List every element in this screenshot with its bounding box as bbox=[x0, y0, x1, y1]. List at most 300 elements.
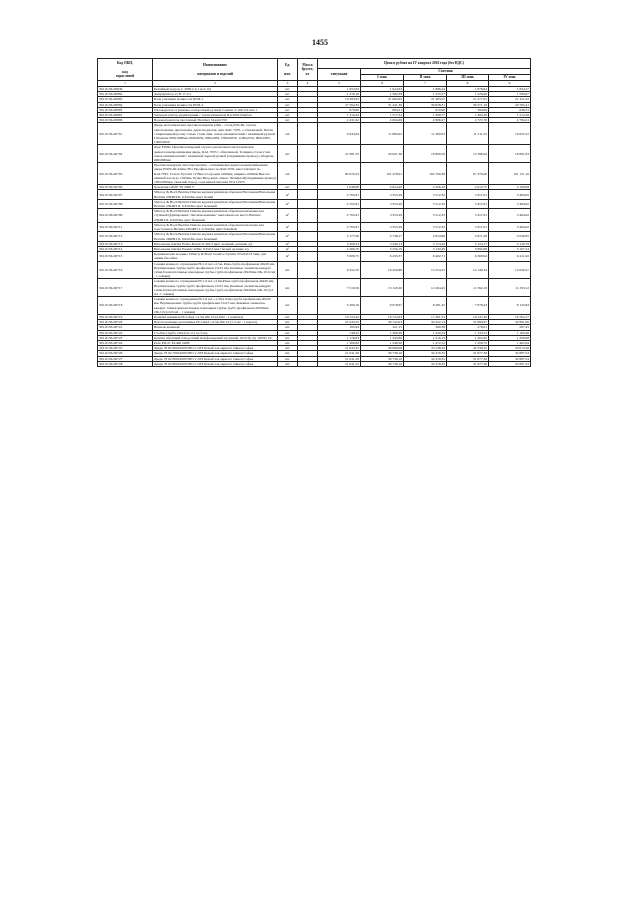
row-price-zone-3: 1 262,92 bbox=[447, 335, 489, 340]
row-mass bbox=[298, 232, 318, 241]
row-price-zone-2: 1 220,34 bbox=[404, 330, 447, 335]
row-unit: м2 bbox=[278, 123, 298, 145]
row-unit: шт. bbox=[278, 361, 298, 366]
row-price-zone-4: 16 762,27 bbox=[489, 314, 531, 319]
table-row bbox=[98, 279, 531, 297]
row-price-zone-1: 101 478,01 bbox=[361, 163, 404, 185]
row-price-zone-1: 2 004,69 bbox=[361, 118, 404, 123]
row-code: 301-8156-00724 bbox=[98, 340, 153, 345]
row-price-zone-1: 16 329,88 bbox=[361, 261, 404, 279]
row-price-current: 5 200,16 bbox=[318, 297, 361, 315]
row-price-zone-3: 3 082,98 bbox=[447, 246, 489, 251]
row-name: Секция кованого ограждения Н=1,6 м,L=2,0м,Рама-труба профильная 40х20 мм, Вертикальные трубы-труба профильная 15х15 мм, Кованые элементы-квадрат 12мм,Горизонтальные накладные трубы-труба профильная 20х20мм ОК-10 (3,2 м2 -1 секция) bbox=[153, 279, 278, 297]
row-name: Противопожарная светопрозрачная - алюминиевая дымогазонепроницаемая дверь EIWS-60 Alpine Fire Профиль цвет по RAL7035, высотой цвет по RAL7035. Стекло Pyrobel 12 Высота проема 2100мм, ширина 1000мм Высота нижней части до 1200мм. Ручка Вход верх, замок. Четвёртой(открывание правое) 100х2050мм, тяжелый пород, отделенная матовая 25% CIWS bbox=[154, 163, 276, 185]
row-code: 301-8156-00707 bbox=[98, 190, 153, 199]
row-price-zone-3: 30 371,16 bbox=[447, 102, 489, 107]
header-zone-2: II зона bbox=[404, 75, 447, 81]
row-unit: шт bbox=[278, 107, 298, 112]
row-price-zone-3: 4 012,75 bbox=[447, 185, 489, 190]
row-price-zone-2: 3 512,33 bbox=[404, 222, 447, 231]
row-price-zone-3: 11 392,19 bbox=[447, 279, 489, 297]
row-price-current: 21 981,55 bbox=[318, 145, 361, 163]
row-price-current: 1 648,68 bbox=[318, 185, 361, 190]
row-mass bbox=[298, 297, 318, 315]
row-price-current: 84 676,35 bbox=[318, 163, 361, 185]
column-number: 2 bbox=[153, 81, 278, 87]
row-price-zone-1: 1 306,38 bbox=[361, 330, 404, 335]
header-unit: Ед. изм. bbox=[278, 59, 298, 81]
row-unit: м² bbox=[278, 199, 298, 208]
row-price-current: 9 943,64 bbox=[318, 123, 361, 145]
row-unit: шт bbox=[278, 113, 298, 118]
row-price-zone-2: 15 254,25 bbox=[404, 261, 447, 279]
column-number: 3 bbox=[278, 81, 298, 87]
row-mass bbox=[298, 199, 318, 208]
row-code: 301-8156-00884 bbox=[98, 102, 153, 107]
row-code: 301-8156-00720 bbox=[98, 320, 153, 325]
row-price-zone-2: 2 806,27 bbox=[404, 118, 447, 123]
table-row bbox=[98, 297, 531, 315]
row-unit: шт. bbox=[278, 330, 298, 335]
row-name: Напольная плитка Essenie White 0,3х0,3 цвет белый деление а/у bbox=[153, 246, 278, 251]
row-name: Villeroy & Boch Bernina Плитка керамогранитная обрезная Настенная/Напольная Bernina 2394RT4L 0,3х0,6м, цвет белый bbox=[153, 190, 278, 199]
row-name: Дверь 78 62 800х2000 НП гл ЛЗЗ Белый лак акрилат глянец Софья bbox=[153, 361, 278, 366]
row-name: Дверь 78 62 600х2000 НП гл ЛЗЗ Белый лак акрилат глянец Софья bbox=[153, 356, 278, 361]
row-price-current: 21 041,25 bbox=[318, 361, 361, 366]
row-code: 301-8156-00717 bbox=[98, 279, 153, 297]
row-name: Клапан обратный поворотный межфланцевый чугунный 19с21бр Ду 100 Ру 16 bbox=[153, 335, 278, 340]
column-number: 6 bbox=[361, 81, 404, 87]
row-unit: м² bbox=[278, 209, 298, 223]
row-price-zone-4: 43 013,20 bbox=[489, 346, 531, 351]
row-name: Блок усиления мощности БУМ-2 bbox=[153, 102, 278, 107]
row-price-zone-1: 11 882,65 bbox=[361, 123, 404, 145]
row-price-zone-2: 3 512,32 bbox=[404, 199, 447, 208]
row-price-zone-3: 3 457,91 bbox=[447, 199, 489, 208]
row-unit: шт bbox=[278, 102, 298, 107]
table-row bbox=[98, 163, 531, 185]
row-code: 301-8156-00723 bbox=[98, 335, 153, 340]
row-price-zone-1: 1 343,80 bbox=[361, 335, 404, 340]
row-price-zone-1: 36 738,10 bbox=[361, 351, 404, 356]
table-row bbox=[98, 199, 531, 208]
row-code: 301-8156-00896 bbox=[98, 118, 153, 123]
row-name: Villeroy & Boch Bernina Плитка керамогранитная обрезная Настенная/Напольная Bernina 2660RT1L 0,6х0,6м, цвет бежевый bbox=[153, 232, 278, 241]
row-mass bbox=[298, 209, 318, 223]
row-price-zone-2: 34 318,35 bbox=[404, 361, 447, 366]
row-price-zone-3: 1 878,64 bbox=[447, 87, 489, 92]
row-name: Водонагреватель проточный Thermex Stream 350 bbox=[153, 118, 278, 123]
row-price-zone-2: 610,90 bbox=[404, 107, 447, 112]
row-name: Дверь металлическая противопожарная (2мм - сталь) EIS-60, глухая, однопольная, двупольная, двухстворчатая, цвет RAL 7035, с обналичкой. Петли стационарный (ечок) только стали 2мм, замок механический с нажимной ручкой. Габариты 900х1900мм, 800х2050, 900х2050, 1000х2050, 1100х2150, 884х1885, 1300х2050 bbox=[153, 123, 278, 145]
row-name: Аккумулятор 12 В 17 а/ч bbox=[153, 92, 278, 97]
row-price-zone-1: 1 924,63 bbox=[361, 87, 404, 92]
row-price-zone-1: 36 738,10 bbox=[361, 356, 404, 361]
row-unit: м² bbox=[278, 222, 298, 231]
row-code: 301-8156-00708 bbox=[98, 199, 153, 208]
row-price-zone-1: 4 624,40 bbox=[361, 185, 404, 190]
row-name: Ворота кованые распашные Н=1,6м,L=4,5м ОК-10 (7,2 м2 - 1 ворота) bbox=[153, 320, 278, 325]
row-code: 301-8156-00715 bbox=[98, 252, 153, 261]
row-price-zone-4: 1 834,27 bbox=[489, 87, 531, 92]
row-price-zone-1: 1 546,50 bbox=[361, 340, 404, 345]
row-price-current: 2 765,61 bbox=[318, 190, 361, 199]
header-zone-3: III зона bbox=[447, 75, 489, 81]
header-name: Наименование материалов и изделий bbox=[153, 59, 278, 81]
row-mass bbox=[298, 261, 318, 279]
row-unit: шт bbox=[278, 185, 298, 190]
row-price-zone-3: 3 971,20 bbox=[447, 232, 489, 241]
row-name: Villeroy & Boch Bernina Плитка керамогранитная обрезная напольная для подступенок Bernina 2394RT1L 0,3х0,6м, цвет бежевый bbox=[153, 222, 278, 231]
row-price-zone-1: 3 249,13 bbox=[361, 241, 404, 246]
row-price-zone-2: 8 481,45 bbox=[404, 297, 447, 315]
column-number: 7 bbox=[404, 81, 447, 87]
row-price-zone-4: 3 484,62 bbox=[489, 199, 531, 208]
row-mass bbox=[298, 190, 318, 199]
row-price-zone-1: 3 353,29 bbox=[361, 209, 404, 223]
row-code: 301-8156-00883 bbox=[98, 97, 153, 102]
row-unit: м² bbox=[278, 246, 298, 251]
table-row bbox=[98, 232, 531, 241]
table-row bbox=[98, 361, 531, 366]
column-number: 5 bbox=[318, 81, 361, 87]
row-price-zone-3: 3 457,91 bbox=[447, 190, 489, 199]
row-price-zone-4: 11 293,12 bbox=[489, 279, 531, 297]
row-price-zone-3: 3 457,91 bbox=[447, 222, 489, 231]
row-price-zone-2: 1 516,15 bbox=[404, 335, 447, 340]
row-price-zone-4: 636,53 bbox=[489, 107, 531, 112]
row-price-zone-3: 1 458,72 bbox=[447, 340, 489, 345]
row-price-zone-4: 1 465,94 bbox=[489, 340, 531, 345]
table-row bbox=[98, 261, 531, 279]
row-price-zone-2: 12 264,45 bbox=[404, 279, 447, 297]
row-price-current: 27 564,35 bbox=[318, 102, 361, 107]
row-name: Доводчик GEZE TS 2000 V bbox=[153, 185, 278, 190]
row-price-zone-4: 1 290,08 bbox=[489, 335, 531, 340]
row-price-current: 185,94 bbox=[318, 325, 361, 330]
row-price-zone-2: 6 462,71 bbox=[404, 252, 447, 261]
row-unit: шт bbox=[278, 118, 298, 123]
row-price-zone-1: 3 353,29 bbox=[361, 190, 404, 199]
row-unit: м² bbox=[278, 232, 298, 241]
row-unit: шт. bbox=[278, 320, 298, 325]
row-price-zone-4: 3 484,62 bbox=[489, 222, 531, 231]
row-name: Напольная плитка Pvuna Pasado 0,3х0,3 цвет зеленый, деление а/у bbox=[153, 241, 278, 246]
row-name: Villeroy & Boch Bernina Плитка керамогранитная обрезная напольная для ступеней (фризерована "Антискольжение" выполнено на место Bernina 2394RT1L 0,3х0,6м, цвет бежевый bbox=[153, 209, 278, 223]
row-code: 301-8156-00714 bbox=[98, 246, 153, 251]
row-price-zone-2: 3 174,43 bbox=[404, 241, 447, 246]
row-price-zone-1: 1 517,34 bbox=[361, 113, 404, 118]
row-price-zone-1: 6 435,37 bbox=[361, 252, 404, 261]
table-header bbox=[98, 59, 531, 87]
row-price-zone-1: 9 078,67 bbox=[361, 297, 404, 315]
row-price-zone-4: 32 887,54 bbox=[489, 351, 531, 356]
row-unit: м² bbox=[278, 190, 298, 199]
row-price-zone-4: 3 149,78 bbox=[489, 241, 531, 246]
row-price-zone-4: 29 765,41 bbox=[489, 102, 531, 107]
header-estimate-price: Сметная bbox=[361, 69, 531, 75]
row-unit: шт. bbox=[278, 314, 298, 319]
row-price-zone-1: 20 021,38 bbox=[361, 145, 404, 163]
row-price-zone-2: 1 555,57 bbox=[404, 92, 447, 97]
row-price-current: 2 765,61 bbox=[318, 199, 361, 208]
row-unit: шт bbox=[278, 92, 298, 97]
row-unit: шт. bbox=[278, 261, 298, 279]
row-unit: шт bbox=[278, 145, 298, 163]
row-price-zone-3: 42 339,32 bbox=[447, 346, 489, 351]
row-price-zone-3: 278,61 bbox=[447, 325, 489, 330]
row-price-zone-3: 31 884,97 bbox=[447, 320, 489, 325]
row-price-zone-4: 4 049,85 bbox=[489, 232, 531, 241]
row-price-zone-4: 2 784,21 bbox=[489, 118, 531, 123]
row-name: Секция кованого ограждения Н=1,6 м,L=2,5м, Рама-труба профильная 40х20 мм, Вертикальные трубы-труба профильная 15х15 мм, Кованые элементы-квадрат 12мм,Горизонтальные накладные трубы-труба профильная 20х20мм ОК-10 (4 м2 - 1 секция) bbox=[153, 261, 278, 279]
row-unit: м² bbox=[278, 252, 298, 261]
row-price-zone-3: 2 725,76 bbox=[447, 118, 489, 123]
row-price-zone-2: 11 300,03 bbox=[404, 123, 447, 145]
row-price-current: 748,22 bbox=[318, 330, 361, 335]
row-price-zone-3: 31 877,36 bbox=[447, 361, 489, 366]
row-price-current: 21 041,29 bbox=[318, 351, 361, 356]
row-price-zone-4: 32 887,54 bbox=[489, 356, 531, 361]
row-price-zone-2: 18 890,50 bbox=[404, 145, 447, 163]
row-price-current: 5 008,75 bbox=[318, 252, 361, 261]
row-price-zone-3: 14 149,34 bbox=[447, 261, 489, 279]
row-price-zone-1: 40 996,08 bbox=[361, 346, 404, 351]
page-number: 1455 bbox=[312, 38, 328, 47]
row-price-zone-2: 34 322,13 bbox=[404, 320, 447, 325]
row-price-zone-2: 30 828,31 bbox=[404, 102, 447, 107]
row-unit: шт. bbox=[278, 279, 298, 297]
row-code: 301-8156-00711 bbox=[98, 222, 153, 231]
table-body bbox=[98, 87, 531, 367]
row-price-zone-4: 32 887,54 bbox=[489, 361, 531, 366]
row-price-zone-2: 1 472,12 bbox=[404, 340, 447, 345]
row-price-zone-2: 300,38 bbox=[404, 325, 447, 330]
row-code: 301-8156-00891 bbox=[98, 113, 153, 118]
row-mass bbox=[298, 252, 318, 261]
row-price-current: 1 310,42 bbox=[318, 113, 361, 118]
row-price-current: 10 724,42 bbox=[318, 314, 361, 319]
row-name: Дверь 78 62 700х2000 НП гл ЛЗЗ Белый лак акрилат глянец Софья bbox=[153, 351, 278, 356]
row-price-zone-4: 1 580,87 bbox=[489, 92, 531, 97]
row-price-zone-3: 6 360,94 bbox=[447, 252, 489, 261]
row-price-zone-4: 21 321,02 bbox=[489, 97, 531, 102]
row-price-zone-2: 21 463,57 bbox=[404, 97, 447, 102]
row-price-zone-4: 3 484,65 bbox=[489, 190, 531, 199]
row-code: 301-8156-00718 bbox=[98, 297, 153, 315]
row-name: Секция кованого ограждения Н=1,6 м,L=1,35м, Рама-труба профильная 40х20 мм, Вертикальные трубы-труба профильная 15х15 мм, Кованые элементы-квадрат 12мм,Горизонтальные накладные трубы-труба профильная 20х20мм ОК-10 (2,224 м2 - 1 секция) bbox=[153, 297, 278, 315]
row-price-current: 7 519,59 bbox=[318, 279, 361, 297]
row-mass bbox=[298, 361, 318, 366]
row-price-current: 21 041,29 bbox=[318, 356, 361, 361]
row-price-zone-3: 12 586,94 bbox=[447, 145, 489, 163]
row-price-current: 2 765,61 bbox=[318, 222, 361, 231]
row-unit: шт. bbox=[278, 351, 298, 356]
row-price-zone-2: 104 769,38 bbox=[404, 163, 447, 185]
header-code: Код ОКП, код отраслевой bbox=[98, 59, 153, 81]
row-code: 301-8156-00716 bbox=[98, 261, 153, 279]
header-current-price: отпускная bbox=[318, 69, 361, 81]
row-price-zone-1: 4 738,17 bbox=[361, 232, 404, 241]
row-code: 301-8156-00713 bbox=[98, 241, 153, 246]
row-name: Villeroy & Boch Bernina Плитка керамогранитная обрезная Настенная/Напольная Bernina 2394RT1L 0,3х0,6м, цвет бежевый bbox=[153, 199, 278, 208]
row-price-current: 2 499,23 bbox=[318, 241, 361, 246]
header-zone-1: I зона bbox=[361, 75, 404, 81]
row-price-zone-4: 8 123,84 bbox=[489, 297, 531, 315]
row-price-current: 2 466,70 bbox=[318, 246, 361, 251]
row-name: Блок усиления мощности БУМ-1 bbox=[153, 97, 278, 102]
table-row bbox=[98, 252, 531, 261]
table-row bbox=[98, 209, 531, 223]
row-price-zone-1: 31 441,39 bbox=[361, 102, 404, 107]
row-code: 301-8156-00719 bbox=[98, 314, 153, 319]
row-code: 301-8156-00721 bbox=[98, 325, 153, 330]
price-table bbox=[97, 58, 531, 367]
row-price-zone-3: 594,99 bbox=[447, 107, 489, 112]
row-name: Вензель кованый bbox=[153, 325, 278, 330]
row-name: Терморегулятор радиаторный с термоэлементом RA 2992 Danfoss bbox=[153, 113, 278, 118]
row-code: 301-8156-00728 bbox=[98, 361, 153, 366]
row-price-zone-3: 21 277,05 bbox=[447, 97, 489, 102]
row-price-zone-4: 3 484,62 bbox=[489, 209, 531, 223]
row-price-zone-3: 3 457,91 bbox=[447, 209, 489, 223]
row-code: 301-8156-00705 bbox=[98, 163, 153, 185]
row-unit: шт. bbox=[278, 297, 298, 315]
row-price-current: 2 765,61 bbox=[318, 209, 361, 223]
row-name: Дверь 78 62 900х2000 НП гл ЛЗЗ Белый лак акрилат глянец Софья bbox=[153, 346, 278, 351]
row-price-zone-1: 36 738,10 bbox=[361, 361, 404, 366]
row-price-zone-4: 287,45 bbox=[489, 325, 531, 330]
row-price-zone-3: 31 877,36 bbox=[447, 356, 489, 361]
row-price-zone-4: 18 891,93 bbox=[489, 145, 531, 163]
row-price-zone-2: 3 512,32 bbox=[404, 190, 447, 199]
row-price-zone-2: 34 318,35 bbox=[404, 351, 447, 356]
column-number: 4 bbox=[298, 81, 318, 87]
row-code: 301-8156-00726 bbox=[98, 351, 153, 356]
row-price-zone-1: 3 353,29 bbox=[361, 199, 404, 208]
row-price-zone-4: 14 028,27 bbox=[489, 261, 531, 279]
row-price-zone-3: 3 124,17 bbox=[447, 241, 489, 246]
row-price-zone-4: 32 891,06 bbox=[489, 320, 531, 325]
row-unit: шт. bbox=[278, 346, 298, 351]
row-price-zone-3: 31 877,36 bbox=[447, 351, 489, 356]
row-price-zone-1: 683,21 bbox=[361, 107, 404, 112]
row-name: Охлаждатель огранично-поворотный ручной Совнан-Т-100-3/4 исп.1 bbox=[153, 107, 278, 112]
row-price-zone-2: 4 326,10 bbox=[404, 185, 447, 190]
table-row bbox=[98, 190, 531, 199]
row-price-current: 3 177,06 bbox=[318, 232, 361, 241]
row-unit: шт bbox=[278, 97, 298, 102]
row-price-zone-4: 1 512,56 bbox=[489, 113, 531, 118]
row-price-zone-2: 3 512,33 bbox=[404, 209, 447, 223]
row-price-zone-2: 1 886,24 bbox=[404, 87, 447, 92]
row-code: 301-8156-00701 bbox=[98, 123, 153, 145]
table-row bbox=[98, 145, 531, 163]
row-unit: шт. bbox=[278, 356, 298, 361]
row-code: 301-8156-00885 bbox=[98, 107, 153, 112]
column-number: 1 bbox=[98, 81, 153, 87]
row-name: Релейный модуль С 2000-Си 1 исп. 04 bbox=[153, 87, 278, 92]
row-price-zone-4: 101 151,16 bbox=[489, 163, 531, 185]
row-name: Реле РП-21 М-400 220В bbox=[153, 340, 278, 345]
header-price-group: Цена в рублях на IV квартал 2016 года (без НДС) bbox=[318, 59, 531, 69]
row-code: 301-8156-00704 bbox=[98, 145, 153, 163]
table-row bbox=[98, 222, 531, 231]
row-price-current: 21 043,25 bbox=[318, 320, 361, 325]
row-price-zone-2: 3 132,20 bbox=[404, 246, 447, 251]
row-price-zone-3: 7 878,23 bbox=[447, 297, 489, 315]
row-unit: шт bbox=[278, 87, 298, 92]
row-price-zone-2: 1 500,77 bbox=[404, 113, 447, 118]
row-name: Калитка кованная Н=1,6м,L=2,5м ОК-10 (4,0м2 - 1 калитка) bbox=[153, 314, 278, 319]
row-price-zone-1: 321,15 bbox=[361, 325, 404, 330]
column-number: 8 bbox=[447, 81, 489, 87]
row-price-zone-1: 1 562,39 bbox=[361, 92, 404, 97]
row-price-zone-4: 4 180,89 bbox=[489, 185, 531, 190]
header-zone-4: IV зона bbox=[489, 75, 531, 81]
row-price-zone-3: 1 526,96 bbox=[447, 92, 489, 97]
row-price-zone-2: 34 318,35 bbox=[404, 356, 447, 361]
row-price-zone-1: 13 129,20 bbox=[361, 279, 404, 297]
row-price-zone-3: 97 376,20 bbox=[447, 163, 489, 185]
row-price-current: 9 352,70 bbox=[318, 261, 361, 279]
row-code: 301-8156-00706 bbox=[98, 185, 153, 190]
row-price-zone-4: 6 411,92 bbox=[489, 252, 531, 261]
row-mass bbox=[298, 163, 318, 185]
row-price-zone-2: 17 491,53 bbox=[404, 314, 447, 319]
row-price-current: 21 043,25 bbox=[318, 346, 361, 351]
row-price-zone-4: 10 637,22 bbox=[489, 123, 531, 145]
row-price-zone-3: 16 247,49 bbox=[447, 314, 489, 319]
row-price-current: 1 319,16 bbox=[318, 92, 361, 97]
row-price-zone-1: 3 353,29 bbox=[361, 222, 404, 231]
row-code: 301-8156-00840 bbox=[98, 87, 153, 92]
row-price-zone-3: 1 484,30 bbox=[447, 113, 489, 118]
row-price-zone-4: 1 169,46 bbox=[489, 330, 531, 335]
row-unit: м2 bbox=[278, 163, 298, 185]
row-code: 301-8156-00725 bbox=[98, 346, 153, 351]
row-price-zone-2: 4 054,86 bbox=[404, 232, 447, 241]
column-number: 9 bbox=[489, 81, 531, 87]
row-mass bbox=[298, 222, 318, 231]
row-price-zone-4: 3 107,54 bbox=[489, 246, 531, 251]
row-code: 301-8156-00882 bbox=[98, 92, 153, 97]
row-unit: шт. bbox=[278, 340, 298, 345]
row-price-zone-3: 1 133,53 bbox=[447, 330, 489, 335]
row-mass bbox=[298, 279, 318, 297]
row-price-current: 879,80 bbox=[318, 107, 361, 112]
row-price-zone-1: 36 742,93 bbox=[361, 320, 404, 325]
row-unit: шт. bbox=[278, 335, 298, 340]
row-code: 301-8156-00709 bbox=[98, 209, 153, 223]
row-code: 301-8156-00722 bbox=[98, 330, 153, 335]
row-unit: шт. bbox=[278, 325, 298, 330]
row-price-current: 1 300,62 bbox=[318, 340, 361, 345]
row-price-zone-1: 21 092,92 bbox=[361, 97, 404, 102]
row-code: 301-8156-00727 bbox=[98, 356, 153, 361]
row-price-zone-1: 18 724,83 bbox=[361, 314, 404, 319]
row-price-zone-1: 3 256,19 bbox=[361, 246, 404, 251]
row-code: 301-8156-00712 bbox=[98, 232, 153, 241]
row-price-current: 2 431,92 bbox=[318, 118, 361, 123]
header-mass: Масса брутто, кг bbox=[298, 59, 318, 81]
row-price-zone-2: 35 248,43 bbox=[404, 346, 447, 351]
row-name: Столбы (труба 120х4) h=2,1 м сталь bbox=[153, 330, 278, 335]
row-mass bbox=[298, 123, 318, 145]
row-mass bbox=[298, 145, 318, 163]
row-price-current: 1 176,83 bbox=[318, 335, 361, 340]
row-name: Керамическая мозаика Villeroy & Boch Creative System 3752CK73 5мм, для линии бассейна bbox=[153, 252, 278, 261]
